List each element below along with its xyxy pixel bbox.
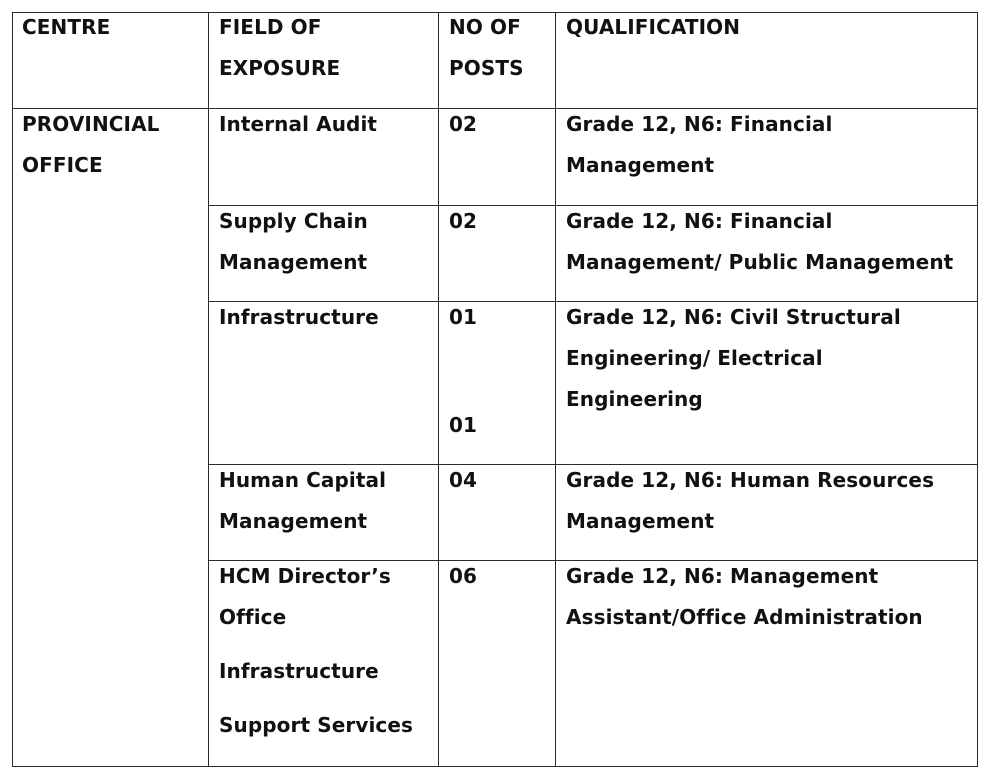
row-posts-extra: 01	[449, 413, 478, 437]
row-field: HCM Director’s Office	[219, 564, 391, 629]
column-divider	[208, 12, 209, 767]
row-posts: 04	[449, 468, 478, 492]
row-qualification: Grade 12, N6: Financial Management	[566, 112, 833, 177]
column-divider	[555, 12, 556, 767]
row-field-extra: Support Services	[219, 713, 414, 737]
row-field: Infrastructure	[219, 305, 379, 329]
table-border-bottom	[12, 766, 978, 767]
table-border-right	[977, 12, 978, 767]
row-qualification: Grade 12, N6: Human Resources Management	[566, 468, 935, 533]
header-no-of-posts: NO OF POSTS	[449, 15, 524, 80]
row-posts: 01	[449, 305, 478, 329]
row-posts: 02	[449, 112, 478, 136]
row-posts: 02	[449, 209, 478, 233]
row-field: Internal Audit	[219, 112, 378, 136]
row-qualification: Grade 12, N6: Civil Structural Engineering/ Electrical Engineering	[566, 305, 901, 411]
table-border-left	[12, 12, 13, 767]
header-field-of-exposure: FIELD OF EXPOSURE	[219, 15, 341, 80]
header-centre: CENTRE	[22, 15, 111, 39]
row-qualification: Grade 12, N6: Financial Management/ Public Management	[566, 209, 954, 274]
row-field: Human Capital Management	[219, 468, 387, 533]
row-field: Supply Chain Management	[219, 209, 368, 274]
row-field-extra: Infrastructure	[219, 659, 379, 683]
centre-value: PROVINCIAL OFFICE	[22, 112, 160, 177]
column-divider	[438, 12, 439, 767]
row-qualification: Grade 12, N6: Management Assistant/Office Administration	[566, 564, 923, 629]
header-qualification: QUALIFICATION	[566, 15, 741, 39]
row-posts: 06	[449, 564, 478, 588]
